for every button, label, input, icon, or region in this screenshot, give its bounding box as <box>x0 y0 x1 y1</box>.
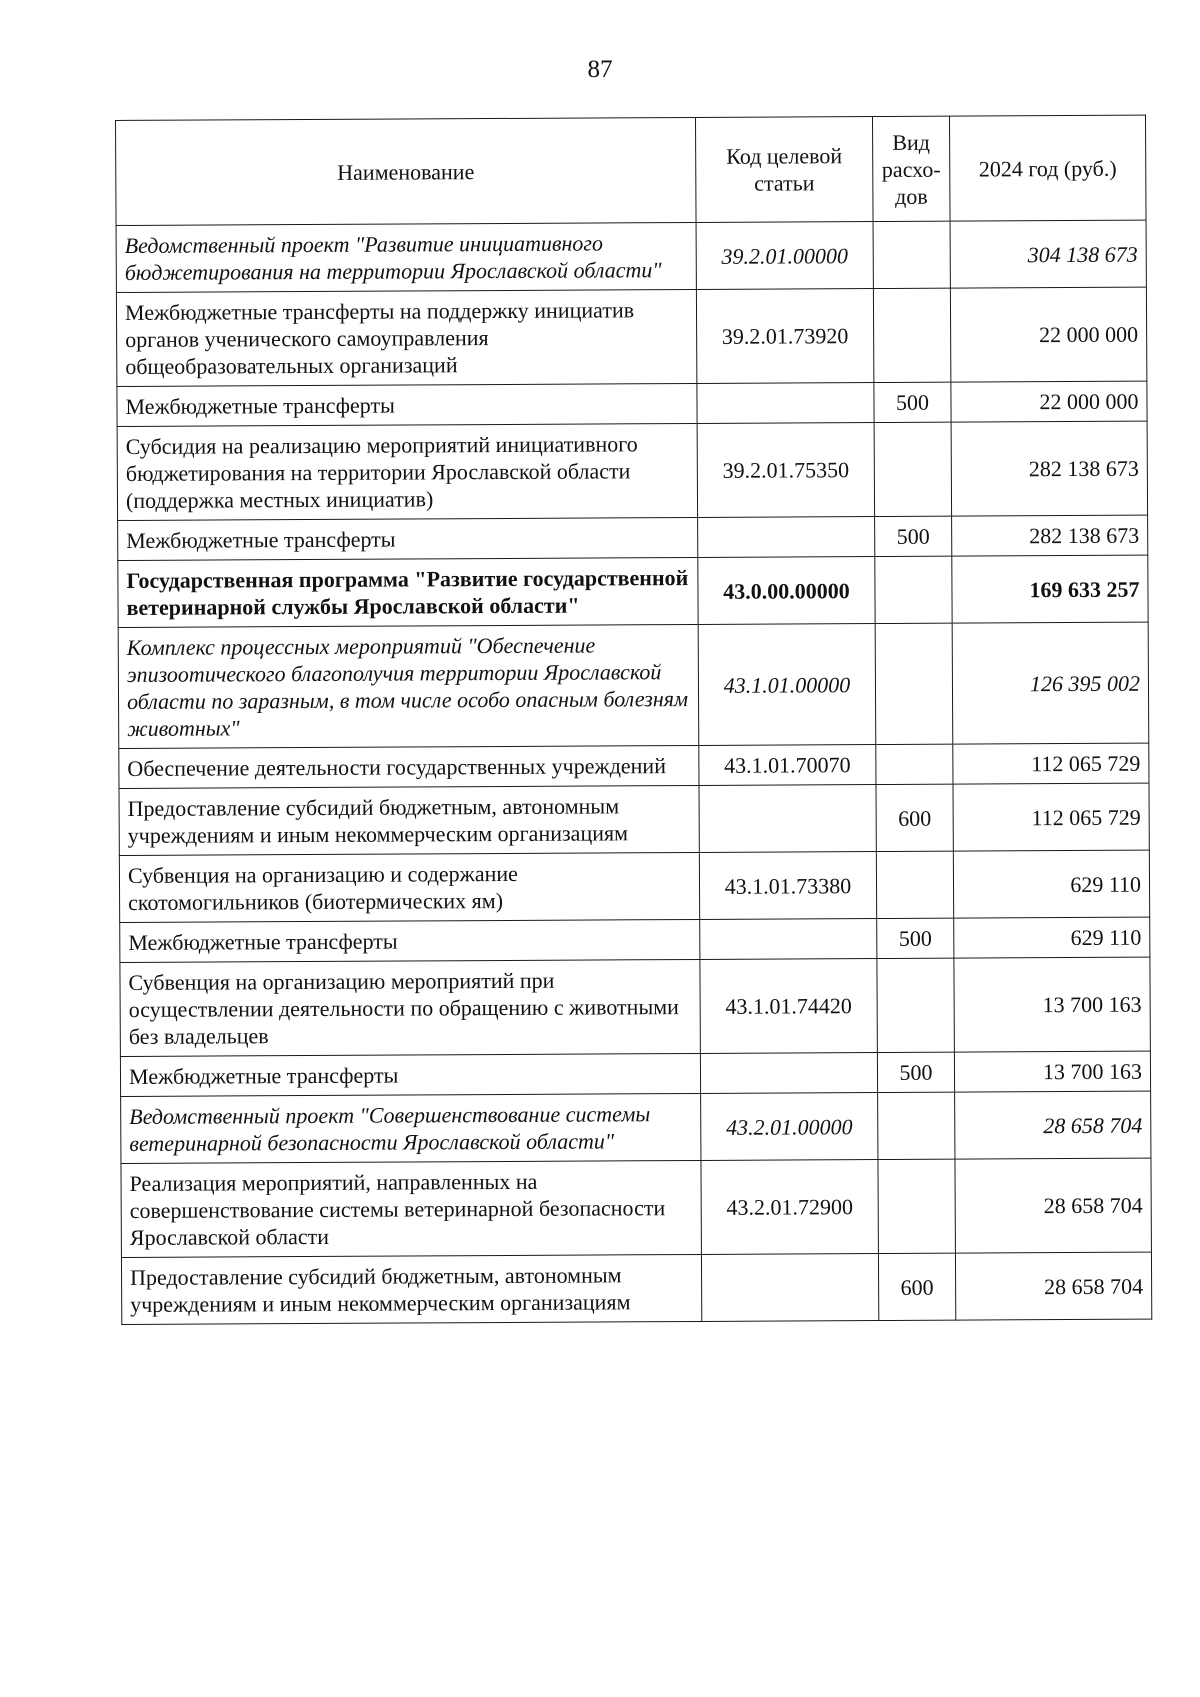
table-row <box>120 957 1150 1056</box>
row-code-cell: 43.2.01.00000 <box>701 1093 878 1161</box>
row-type-cell <box>877 958 954 1052</box>
row-type-cell: 600 <box>876 784 953 851</box>
row-name-cell: Предоставление субсидий бюджетным, автономным учреждениям и иным некоммерческим организациям <box>121 1254 701 1324</box>
table-row <box>120 917 1150 962</box>
table-row <box>119 783 1149 855</box>
row-code-cell: 43.1.01.00000 <box>698 624 876 746</box>
row-name-cell: Межбюджетные трансферты <box>118 517 698 560</box>
table-row <box>116 220 1146 292</box>
row-type-cell: 500 <box>877 918 954 958</box>
row-amount-cell: 28 658 704 <box>955 1252 1151 1320</box>
row-amount-cell: 22 000 000 <box>950 287 1146 382</box>
row-type-cell <box>878 1159 955 1253</box>
row-code-cell: 43.1.01.74420 <box>700 959 877 1054</box>
row-name-cell: Обеспечение деятельности государственных учреждений <box>119 745 699 788</box>
row-amount-cell: 282 138 673 <box>952 515 1148 556</box>
row-code-cell: 43.2.01.72900 <box>701 1160 878 1255</box>
row-name-cell: Ведомственный проект "Развитие инициативного бюджетирования на территории Ярославской области" <box>116 222 696 292</box>
table-row <box>118 555 1148 627</box>
row-amount-cell: 112 065 729 <box>953 783 1149 851</box>
row-type-cell: 600 <box>878 1253 955 1320</box>
row-amount-cell: 22 000 000 <box>951 381 1147 422</box>
row-name-cell: Ведомственный проект "Совершенствование системы ветеринарной безопасности Ярославской области" <box>121 1093 701 1163</box>
row-name-cell: Субсидия на реализацию мероприятий инициативного бюджетирования на территории Ярославской области (поддержка местных инициатив) <box>117 423 697 520</box>
table-row <box>117 421 1147 520</box>
row-code-cell <box>699 785 876 853</box>
row-code-cell: 39.2.01.00000 <box>696 222 873 290</box>
row-name-cell: Межбюджетные трансферты на поддержку инициатив органов ученического самоуправления общеобразовательных организаций <box>116 289 696 386</box>
row-amount-cell: 629 110 <box>953 850 1149 918</box>
row-type-cell: 500 <box>877 1052 954 1092</box>
row-code-cell <box>700 919 877 960</box>
row-type-cell: 500 <box>875 516 952 556</box>
row-name-cell: Межбюджетные трансферты <box>117 383 697 426</box>
row-type-cell <box>875 556 952 623</box>
row-amount-cell: 28 658 704 <box>955 1091 1151 1159</box>
table-row <box>119 743 1149 788</box>
row-code-cell: 43.0.00.00000 <box>698 557 875 625</box>
row-type-cell <box>874 422 951 516</box>
row-amount-cell: 282 138 673 <box>951 421 1147 516</box>
row-amount-cell: 304 138 673 <box>950 220 1146 288</box>
table-row <box>119 850 1149 922</box>
row-name-cell: Субвенция на организацию мероприятий при осуществлении деятельности по обращению с животными без владельцев <box>120 959 700 1056</box>
row-amount-cell: 126 395 002 <box>952 622 1149 744</box>
row-name-cell: Предоставление субсидий бюджетным, автономным учреждениям и иным некоммерческим организациям <box>119 785 699 855</box>
row-code-cell <box>697 383 874 424</box>
row-code-cell <box>700 1053 877 1094</box>
table-row <box>120 1051 1150 1096</box>
row-code-cell <box>698 517 875 558</box>
row-name-cell: Межбюджетные трансферты <box>120 1053 700 1096</box>
page-number: 87 <box>587 56 613 83</box>
row-name-cell: Реализация мероприятий, направленных на совершенствование системы ветеринарной безопасности Ярославской области <box>121 1160 701 1257</box>
row-type-cell <box>873 221 950 288</box>
row-code-cell: 43.1.01.73380 <box>699 852 876 920</box>
row-name-cell: Комплекс процессных мероприятий "Обеспечение эпизоотического благополучия территории Ярославской области по заразным, в том числе особо опасным болезням животных" <box>118 624 699 748</box>
row-type-cell: 500 <box>874 382 951 422</box>
column-header-code: Код целевой статьи <box>695 117 873 223</box>
row-code-cell: 39.2.01.75350 <box>697 423 874 518</box>
column-header-type: Вид расхо-дов <box>872 116 950 221</box>
budget-table <box>115 115 1152 1325</box>
column-header-amount: 2024 год (руб.) <box>949 115 1146 221</box>
row-name-cell: Государственная программа "Развитие государственной ветеринарной службы Ярославской области" <box>118 557 698 627</box>
row-amount-cell: 169 633 257 <box>952 555 1148 623</box>
table-row <box>118 622 1149 748</box>
table-row <box>121 1158 1151 1257</box>
row-type-cell <box>873 288 950 382</box>
table-row <box>117 381 1147 426</box>
row-amount-cell: 629 110 <box>954 917 1150 958</box>
row-name-cell: Межбюджетные трансферты <box>120 919 700 962</box>
row-amount-cell: 28 658 704 <box>955 1158 1151 1253</box>
row-type-cell <box>876 851 953 918</box>
row-amount-cell: 13 700 163 <box>954 1051 1150 1092</box>
table-row <box>121 1252 1151 1324</box>
row-code-cell <box>701 1254 878 1322</box>
row-code-cell: 43.1.01.70070 <box>699 745 876 786</box>
row-type-cell <box>875 623 953 744</box>
row-amount-cell: 13 700 163 <box>954 957 1150 1052</box>
table-row <box>121 1091 1151 1163</box>
table-row <box>116 287 1146 386</box>
table-row <box>118 515 1148 560</box>
table-header-row <box>116 115 1147 225</box>
row-code-cell: 39.2.01.73920 <box>696 289 873 384</box>
column-header-name: Наименование <box>116 117 697 225</box>
row-type-cell <box>878 1092 955 1159</box>
row-name-cell: Субвенция на организацию и содержание скотомогильников (биотермических ям) <box>119 852 699 922</box>
row-type-cell <box>876 744 953 784</box>
row-amount-cell: 112 065 729 <box>953 743 1149 784</box>
